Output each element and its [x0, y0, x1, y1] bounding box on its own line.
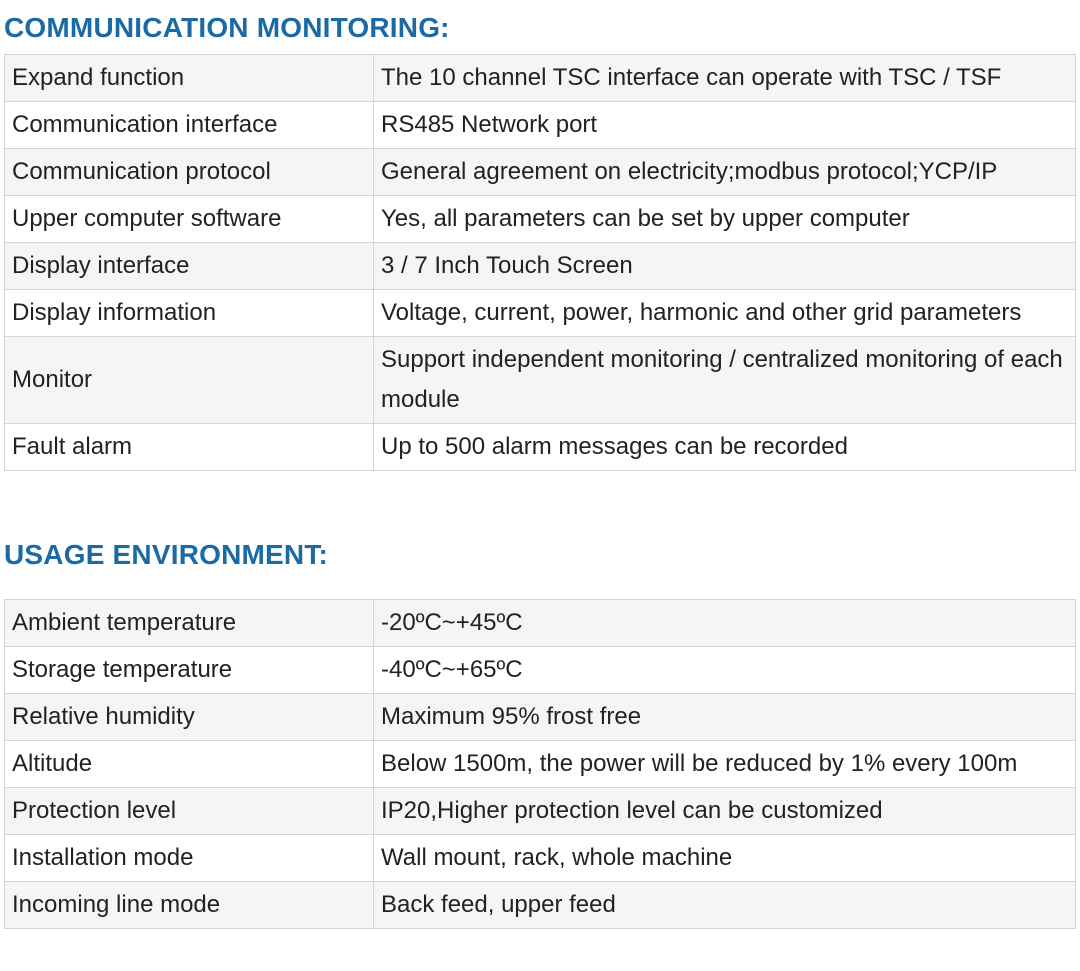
table-row: [5, 243, 1076, 290]
table-row: [5, 424, 1076, 471]
row-value: Support independent monitoring / centralized monitoring of each module: [374, 337, 1076, 424]
row-label: Altitude: [5, 741, 374, 788]
row-label: Monitor: [5, 337, 374, 424]
table-row: [5, 788, 1076, 835]
table-row: [5, 647, 1076, 694]
row-label: Incoming line mode: [5, 882, 374, 929]
table-row: [5, 600, 1076, 647]
table-row: [5, 196, 1076, 243]
row-value: Voltage, current, power, harmonic and other grid parameters: [374, 290, 1076, 337]
table-row: [5, 102, 1076, 149]
row-value: Wall mount, rack, whole machine: [374, 835, 1076, 882]
row-value: Maximum 95% frost free: [374, 694, 1076, 741]
row-value: Back feed, upper feed: [374, 882, 1076, 929]
table-row: [5, 882, 1076, 929]
table-row: [5, 835, 1076, 882]
row-value: -20ºC~+45ºC: [374, 600, 1076, 647]
row-label: Ambient temperature: [5, 600, 374, 647]
table-row: [5, 741, 1076, 788]
row-label: Expand function: [5, 55, 374, 102]
row-value: RS485 Network port: [374, 102, 1076, 149]
row-label: Relative humidity: [5, 694, 374, 741]
row-value: IP20,Higher protection level can be customized: [374, 788, 1076, 835]
section-title-communication-monitoring: COMMUNICATION MONITORING:: [4, 12, 450, 43]
row-label: Upper computer software: [5, 196, 374, 243]
row-label: Fault alarm: [5, 424, 374, 471]
row-label: Protection level: [5, 788, 374, 835]
usage-environment-table: [4, 599, 1076, 929]
row-value: The 10 channel TSC interface can operate with TSC / TSF: [374, 55, 1076, 102]
row-value: Yes, all parameters can be set by upper computer: [374, 196, 1076, 243]
row-value: Up to 500 alarm messages can be recorded: [374, 424, 1076, 471]
table-row: [5, 55, 1076, 102]
table-row: [5, 290, 1076, 337]
section-title-usage-environment: USAGE ENVIRONMENT:: [4, 539, 329, 570]
row-label: Installation mode: [5, 835, 374, 882]
row-label: Communication protocol: [5, 149, 374, 196]
table-row: [5, 337, 1076, 424]
row-label: Display information: [5, 290, 374, 337]
table-row: [5, 149, 1076, 196]
row-label: Display interface: [5, 243, 374, 290]
row-value: Below 1500m, the power will be reduced by 1% every 100m: [374, 741, 1076, 788]
row-label: Communication interface: [5, 102, 374, 149]
row-value: 3 / 7 Inch Touch Screen: [374, 243, 1076, 290]
communication-monitoring-table: [4, 54, 1076, 471]
table-row: [5, 694, 1076, 741]
row-value: General agreement on electricity;modbus protocol;YCP/IP: [374, 149, 1076, 196]
row-label: Storage temperature: [5, 647, 374, 694]
row-value: -40ºC~+65ºC: [374, 647, 1076, 694]
